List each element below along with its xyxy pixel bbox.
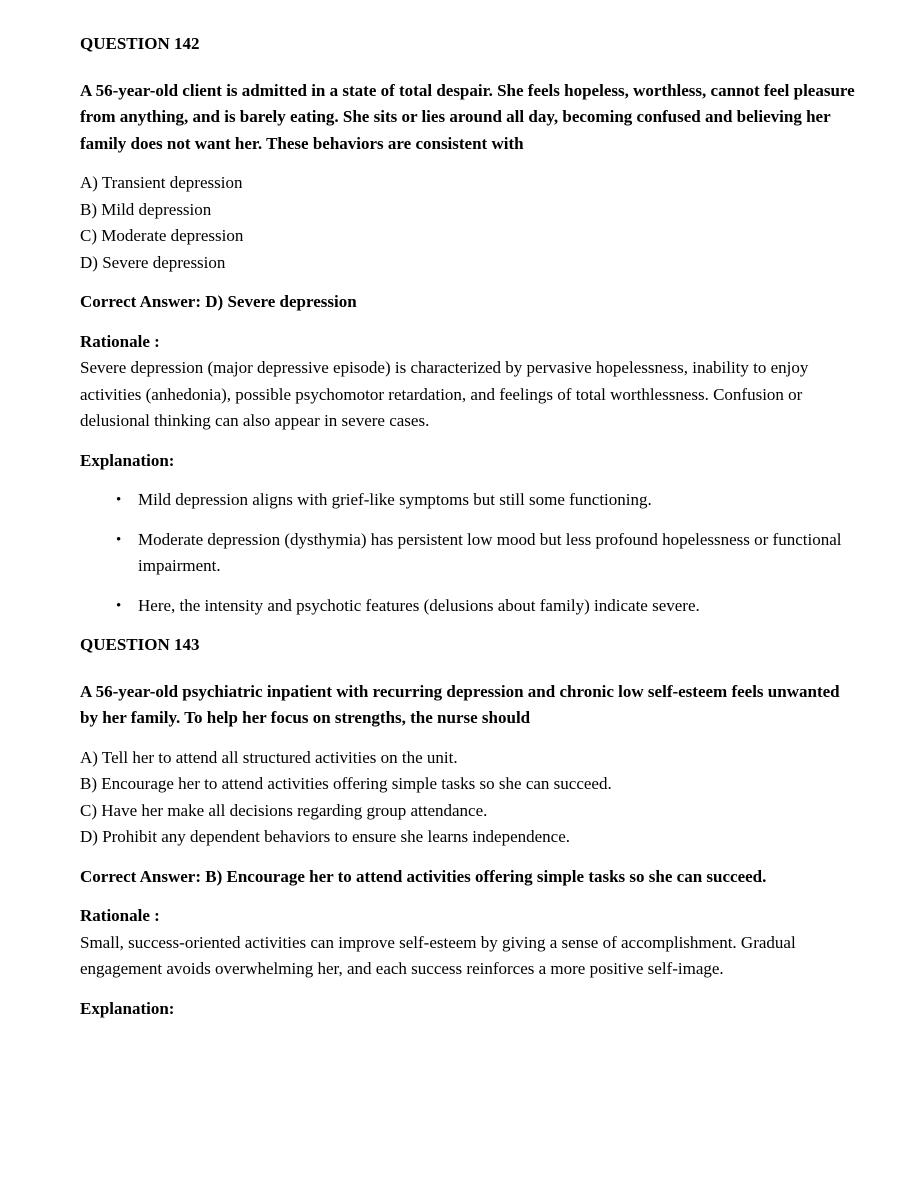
rationale-label: Rationale : (80, 331, 160, 351)
explanation-bullet-list (80, 487, 856, 619)
option-b: B) Mild depression (80, 199, 212, 219)
question-stem: A 56-year-old client is admitted in a state of total despair. She feels hopeless, worthless, cannot feel pleasure from anything, and is barely eating. She sits or lies around all day, becoming confused and believing her family does not want her. These behaviors are consistent with (80, 80, 855, 153)
explanation-bullet: • Moderate depression (dysthymia) has persistent low mood but less profound hopelessness or functional impairment. (80, 527, 856, 580)
question-heading: QUESTION 143 (80, 635, 200, 654)
correct-answer: Correct Answer: D) Severe depression (80, 292, 357, 311)
option-d: D) Severe depression (80, 252, 226, 272)
options-list (80, 170, 856, 276)
option-a: A) Tell her to attend all structured activities on the unit. (80, 747, 458, 767)
explanation-label: Explanation: (80, 998, 175, 1018)
option-b: B) Encourage her to attend activities offering simple tasks so she can succeed. (80, 774, 612, 793)
option-d: D) Prohibit any dependent behaviors to ensure she learns independence. (80, 827, 571, 846)
question-block-142 (80, 31, 856, 619)
question-stem: A 56-year-old psychiatric inpatient with recurring depression and chronic low self-esteem feels unwanted by her family. To help her focus on strengths, the nurse should (80, 681, 840, 727)
question-block-143 (80, 632, 856, 1022)
rationale-label: Rationale : (80, 906, 160, 925)
explanation-bullet: • Here, the intensity and psychotic features (delusions about family) indicate severe. (80, 593, 856, 620)
explanation-bullet: • Mild depression aligns with grief-like symptoms but still some functioning. (80, 487, 856, 514)
option-a: A) Transient depression (80, 173, 243, 192)
rationale-text: Small, success-oriented activities can improve self-esteem by giving a sense of accomplishment. Gradual engagement avoids overwhelming her, and each success reinforces a more positive self-image. (80, 932, 796, 978)
explanation-label: Explanation: (80, 450, 175, 470)
option-c: C) Have her make all decisions regarding group attendance. (80, 800, 488, 820)
question-heading: QUESTION 142 (80, 34, 200, 53)
options-list (80, 745, 856, 851)
option-c: C) Moderate depression (80, 226, 244, 245)
correct-answer: Correct Answer: B) Encourage her to attend activities offering simple tasks so she can succeed. (80, 866, 767, 886)
rationale-text: Severe depression (major depressive episode) is characterized by pervasive hopelessness, inability to enjoy activities (anhedonia), possible psychomotor retardation, and feelings of total worthlessness. Confusion or delusional thinking can also appear in severe cases. (80, 358, 809, 430)
